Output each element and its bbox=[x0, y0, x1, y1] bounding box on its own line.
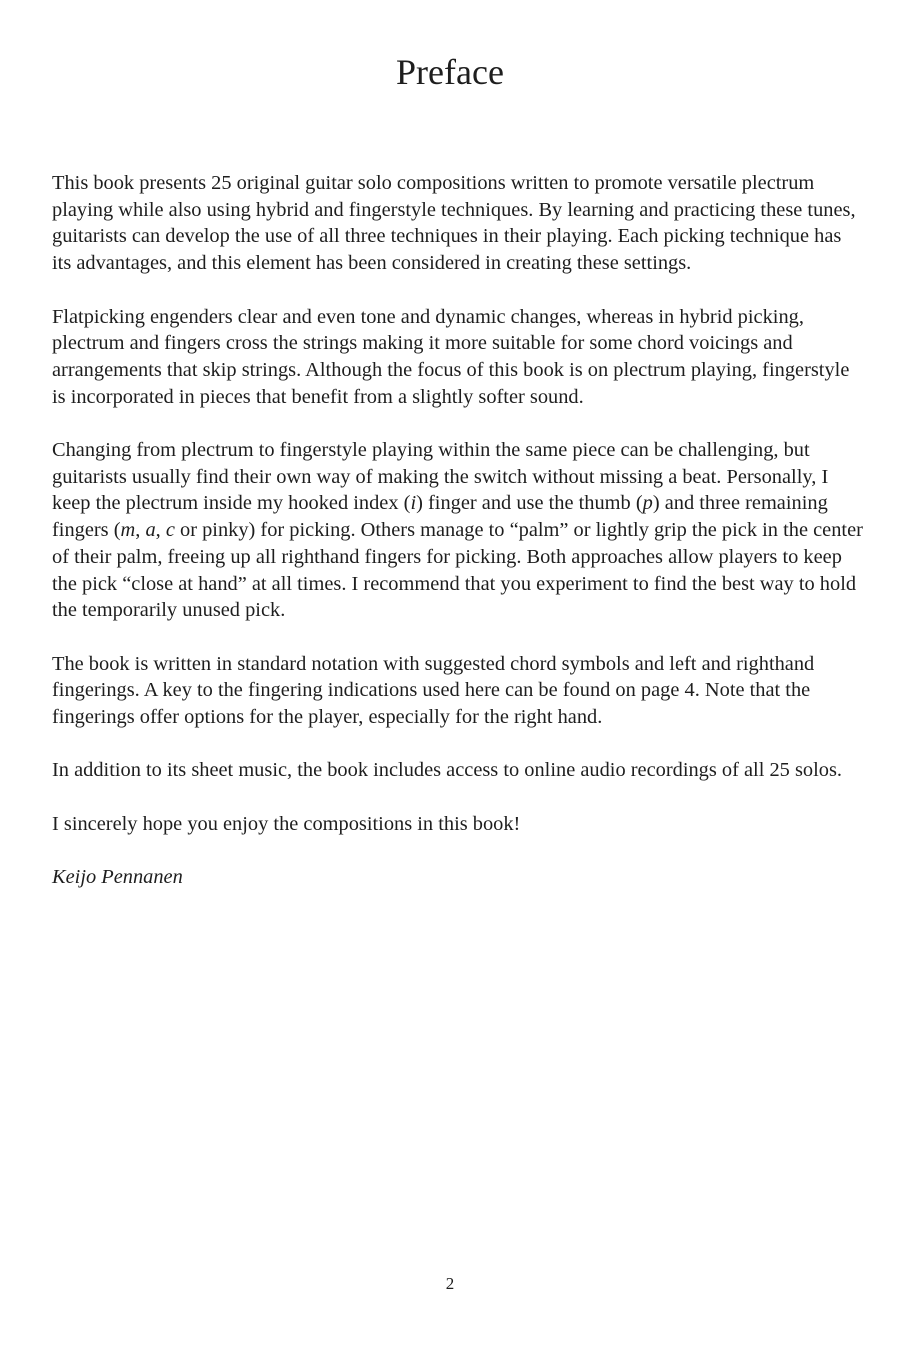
finger-ring-symbol: a bbox=[145, 519, 156, 542]
paragraph-5 bbox=[52, 757, 852, 784]
paragraph-line bbox=[52, 490, 852, 517]
paragraph-4 bbox=[52, 651, 852, 731]
paragraph-spacer bbox=[52, 838, 852, 865]
paragraph-line: guitarists can develop the use of all three techniques in their playing. Each picking technique has bbox=[52, 225, 842, 248]
paragraph-1 bbox=[52, 170, 856, 277]
finger-pinky-symbol: c bbox=[165, 519, 175, 542]
paragraph-line bbox=[52, 517, 863, 544]
paragraph-line: This book presents 25 original guitar solo compositions written to promote versatile plectrum bbox=[52, 172, 815, 194]
paragraph-line: fingerings. A key to the fingering indications used here can be found on page 4. Note that the bbox=[52, 679, 811, 702]
paragraph-line: guitarists usually find their own way of making the switch without missing a beat. Personally, I bbox=[52, 465, 829, 488]
paragraph-line: Changing from plectrum to fingerstyle playing within the same piece can be challenging, but bbox=[52, 439, 810, 461]
paragraph-spacer bbox=[52, 277, 852, 304]
paragraph-line: is incorporated in pieces that benefit from a slightly softer sound. bbox=[52, 385, 584, 408]
paragraph-spacer bbox=[52, 410, 852, 437]
paragraph-spacer bbox=[52, 731, 852, 758]
finger-index-symbol: i bbox=[410, 492, 417, 515]
paragraph-line: fingerings offer options for the player, especially for the right hand. bbox=[52, 706, 603, 729]
paragraph-spacer bbox=[52, 784, 852, 811]
paragraph-line: the temporarily unused pick. bbox=[52, 599, 286, 622]
paragraph-line: the pick “close at hand” at all times. I recommend that you experiment to find the best way to hold bbox=[52, 572, 857, 595]
paragraph-line: playing while also using hybrid and fingerstyle techniques. By learning and practicing these tunes, bbox=[52, 198, 856, 221]
text-run: ) finger and use the thumb ( bbox=[416, 492, 643, 515]
paragraph-line: its advantages, and this element has been considered in creating these settings. bbox=[52, 252, 692, 275]
text-run: ) and three remaining bbox=[652, 492, 828, 515]
text-run: fingers ( bbox=[52, 519, 121, 542]
paragraph-3 bbox=[52, 437, 863, 624]
text-run: , bbox=[135, 519, 146, 542]
preface-body bbox=[52, 170, 863, 891]
finger-thumb-symbol: p bbox=[642, 492, 653, 515]
paragraph-line: plectrum and fingers cross the strings making it more suitable for some chord voicings and bbox=[52, 332, 793, 355]
paragraph-line: arrangements that skip strings. Although the focus of this book is on plectrum playing, fingerstyle bbox=[52, 358, 850, 381]
paragraph-2 bbox=[52, 304, 852, 411]
paragraph-line: I sincerely hope you enjoy the compositions in this book! bbox=[52, 812, 521, 835]
paragraph-spacer bbox=[52, 624, 852, 651]
paragraph-line: The book is written in standard notation with suggested chord symbols and left and righthand bbox=[52, 652, 815, 675]
finger-middle-symbol: m bbox=[120, 519, 136, 542]
page-number: 2 bbox=[445, 1274, 455, 1293]
page-title: Preface bbox=[396, 52, 504, 92]
paragraph-line: of their palm, freeing up all righthand fingers for picking. Both approaches allow players to keep bbox=[52, 545, 842, 568]
author-signature: Keijo Pennanen bbox=[52, 866, 183, 889]
text-run: , bbox=[155, 519, 166, 542]
text-run: keep the plectrum inside my hooked index ( bbox=[52, 492, 411, 515]
text-run: or pinky) for picking. Others manage to “palm” or lightly grip the pick in the center bbox=[174, 519, 863, 542]
paragraph-line: Flatpicking engenders clear and even tone and dynamic changes, whereas in hybrid picking, bbox=[52, 305, 804, 328]
paragraph-6 bbox=[52, 811, 852, 838]
paragraph-line: In addition to its sheet music, the book includes access to online audio recordings of all 25 solos. bbox=[52, 759, 842, 782]
